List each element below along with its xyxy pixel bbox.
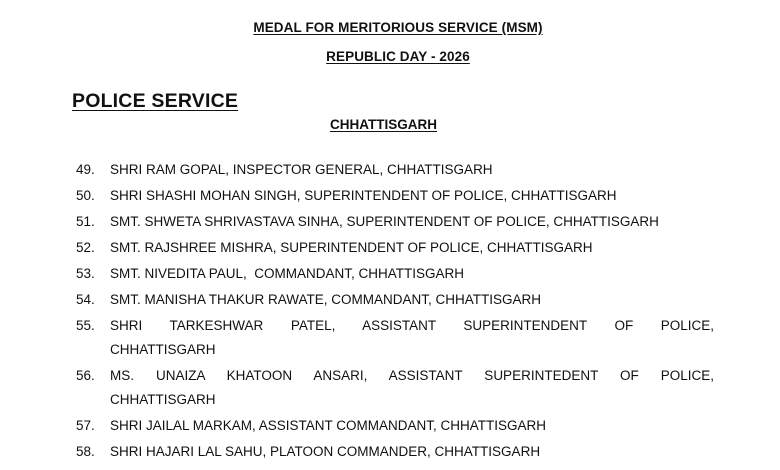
list-item-number: 51. — [76, 214, 95, 229]
list-item-text-continued: CHHATTISGARH — [110, 342, 216, 357]
list-item-number: 49. — [76, 162, 95, 177]
list-item-number: 54. — [76, 292, 95, 307]
list-item-number: 57. — [76, 418, 95, 433]
list-item-text: SMT. SHWETA SHRIVASTAVA SINHA, SUPERINTENDENT OF POLICE, CHHATTISGARH — [110, 214, 659, 229]
list-item-text: SHRI TARKESHWAR PATEL, ASSISTANT SUPERINTENDENT OF POLICE, — [110, 318, 714, 333]
list-item-text: SHRI RAM GOPAL, INSPECTOR GENERAL, CHHATTISGARH — [110, 162, 493, 177]
list-item-number: 58. — [76, 444, 95, 459]
list-item-text: SHRI SHASHI MOHAN SINGH, SUPERINTENDENT OF POLICE, CHHATTISGARH — [110, 188, 617, 203]
list-item-text: SMT. NIVEDITA PAUL, COMMANDANT, CHHATTISGARH — [110, 266, 465, 281]
list-item-number: 55. — [76, 318, 95, 333]
section-heading: POLICE SERVICE — [72, 90, 239, 112]
list-item-text-continued: CHHATTISGARH — [110, 392, 216, 407]
list-item-text: SHRI JAILAL MARKAM, ASSISTANT COMMANDANT, CHHATTISGARH — [110, 418, 547, 433]
list-item-text: SMT. RAJSHREE MISHRA, SUPERINTENDENT OF POLICE, CHHATTISGARH — [110, 240, 593, 255]
list-item-number: 56. — [76, 368, 95, 383]
list-item-text: SHRI HAJARI LAL SAHU, PLATOON COMMANDER, CHHATTISGARH — [110, 444, 541, 459]
list-item-text: SMT. MANISHA THAKUR RAWATE, COMMANDANT, CHHATTISGARH — [110, 292, 542, 307]
state-heading: CHHATTISGARH — [330, 117, 437, 132]
list-item-number: 52. — [76, 240, 95, 255]
list-item-number: 50. — [76, 188, 95, 203]
list-item-number: 53. — [76, 266, 95, 281]
list-item-text: MS. UNAIZA KHATOON ANSARI, ASSISTANT SUPERINTEDENT OF POLICE, — [110, 368, 714, 383]
document-title: MEDAL FOR MERITORIOUS SERVICE (MSM) — [253, 20, 543, 35]
document-subtitle: REPUBLIC DAY - 2026 — [326, 49, 470, 64]
